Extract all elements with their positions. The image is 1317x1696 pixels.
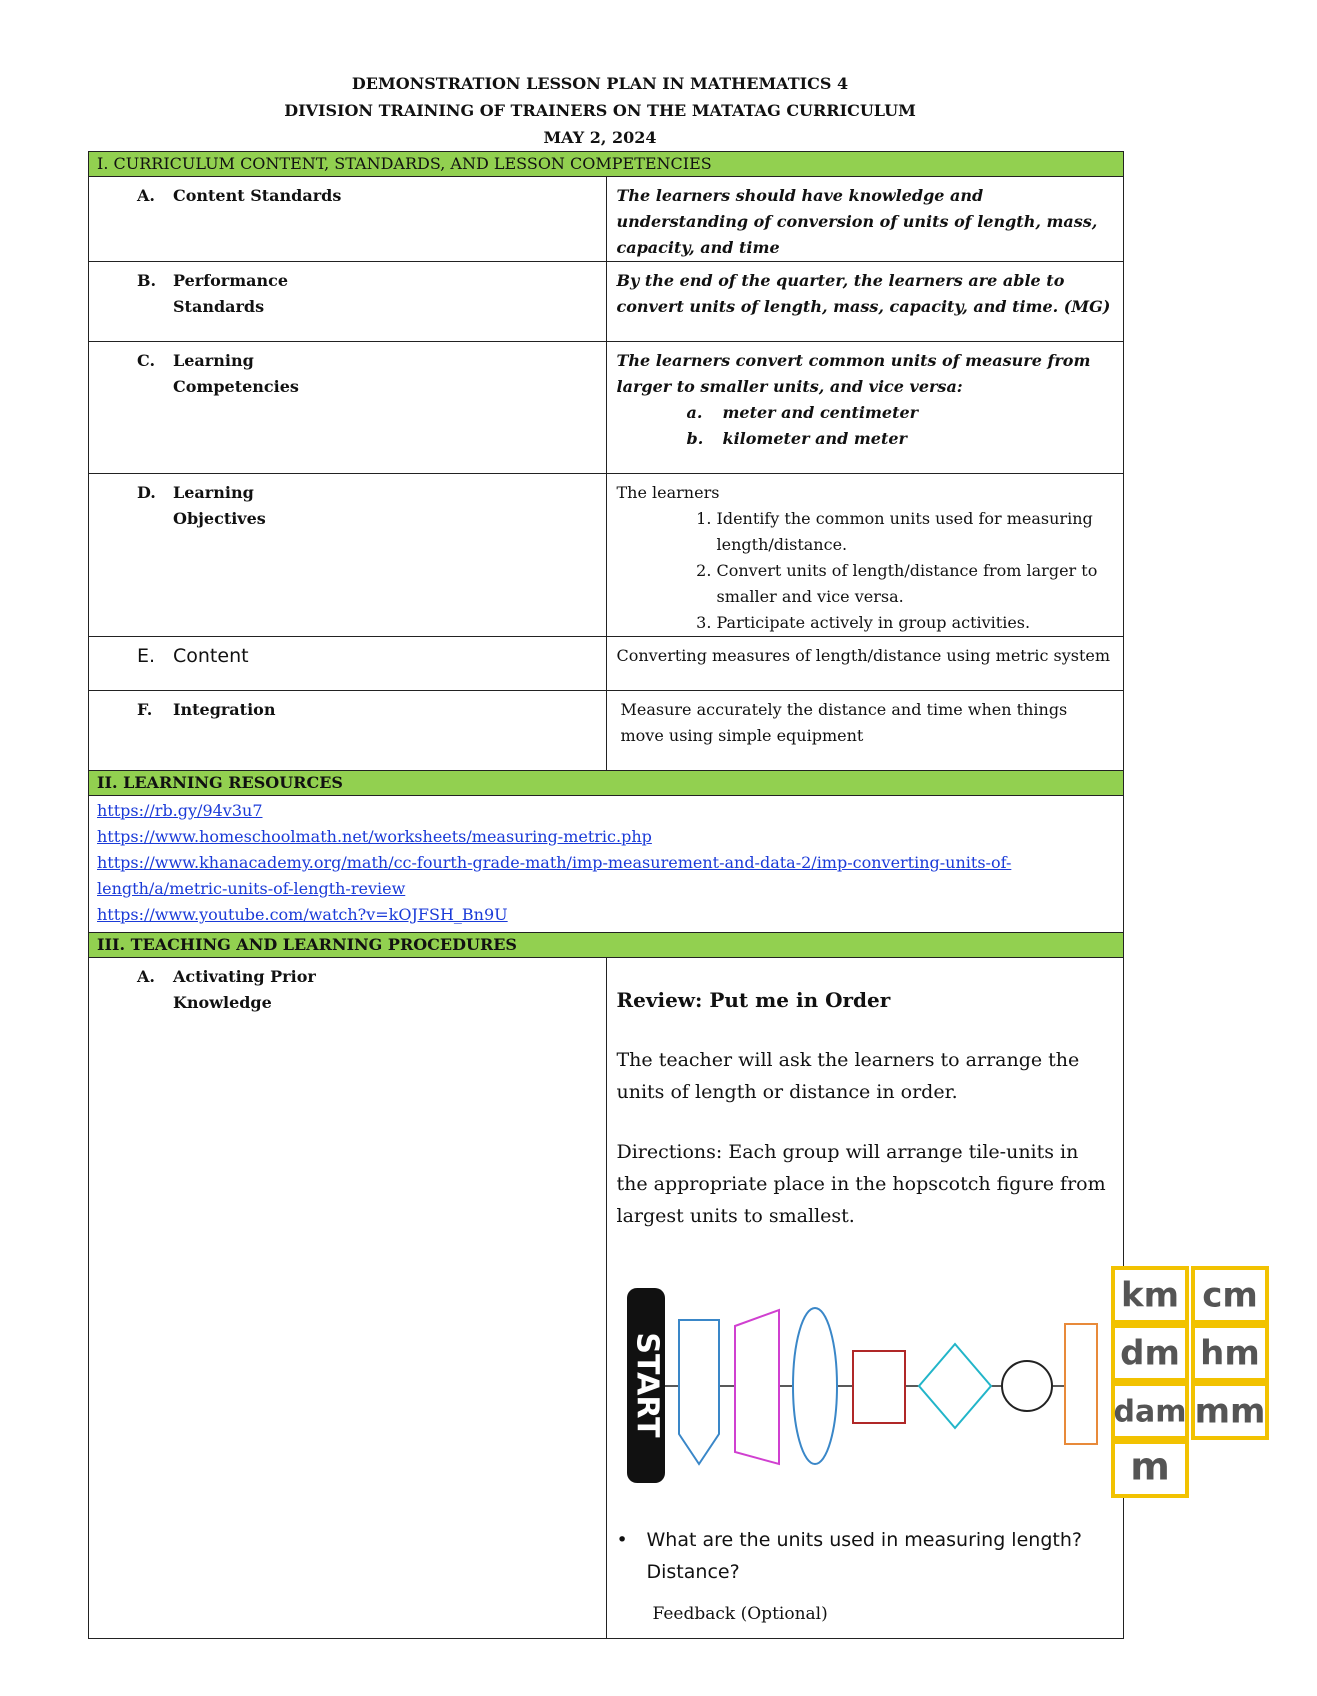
- unit-tile-label: dam: [1113, 1394, 1186, 1430]
- bullet-icon: •: [616, 1529, 628, 1551]
- integration-value: Measure accurately the distance and time when things move using simple equipment: [606, 691, 1124, 771]
- unit-tile-label: km: [1120, 1275, 1179, 1316]
- objective-item: 1. Identify the common units used for measuring length/distance.: [717, 506, 1114, 558]
- objective-item: 3. Participate actively in group activities.: [717, 610, 1114, 636]
- resource-link[interactable]: https://www.youtube.com/watch?v=kOJFSH_Bn9U: [97, 905, 508, 924]
- performance-standards-label: B. Performance Standards: [89, 262, 607, 342]
- unit-tile-label: m: [1129, 1444, 1170, 1489]
- section-procedures-header: III. TEACHING AND LEARNING PROCEDURES: [89, 933, 1124, 958]
- pentagon-slot: [679, 1320, 719, 1464]
- unit-tile-label: dm: [1119, 1333, 1180, 1374]
- circle-slot: [1002, 1361, 1052, 1411]
- objective-item: 2. Convert units of length/distance from larger to smaller and vice versa.: [717, 558, 1114, 610]
- unit-tile-label: hm: [1199, 1333, 1260, 1374]
- trapezoid-slot: [735, 1310, 779, 1464]
- question-bullet: • What are the units used in measuring length? Distance?: [617, 1524, 1114, 1588]
- lesson-plan-table: [88, 151, 1265, 1639]
- content-label: E. Content: [89, 637, 607, 691]
- activating-prior-knowledge-label: A. Activating Prior Knowledge: [89, 958, 607, 1639]
- square-slot: [853, 1351, 905, 1423]
- learning-resources-links: [89, 796, 1124, 933]
- header-subtitle: DIVISION TRAINING OF TRAINERS ON THE MATATAG CURRICULUM: [284, 101, 916, 120]
- competency-item: a. meter and centimeter: [686, 403, 919, 422]
- ellipse-slot: [793, 1308, 837, 1464]
- content-standards-value: The learners should have knowledge and understanding of conversion of units of length, mass, capacity, and time: [606, 177, 1124, 262]
- header-title: DEMONSTRATION LESSON PLAN IN MATHEMATICS 4: [351, 74, 849, 93]
- activating-prior-knowledge-value: [606, 958, 1265, 1639]
- hopscotch-figure: [617, 1256, 1317, 1516]
- header-date: MAY 2, 2024: [543, 128, 657, 147]
- learning-competencies-label: C. Learning Competencies: [89, 342, 607, 474]
- section-curriculum-header: I. CURRICULUM CONTENT, STANDARDS, AND LESSON COMPETENCIES: [89, 152, 1124, 177]
- rectangle-slot: [1065, 1324, 1097, 1444]
- performance-standards-value: By the end of the quarter, the learners are able to convert units of length, mass, capacity, and time. (MG): [606, 262, 1124, 342]
- resource-link[interactable]: https://www.homeschoolmath.net/worksheets/measuring-metric.php: [97, 827, 652, 846]
- integration-label: F. Integration: [89, 691, 607, 771]
- review-title: Review: Put me in Order: [616, 988, 891, 1012]
- unit-tile-label: cm: [1201, 1275, 1258, 1316]
- start-label: START: [629, 1332, 664, 1438]
- unit-tile-label: mm: [1194, 1391, 1265, 1432]
- activity-directions: Directions: Each group will arrange tile-units in the appropriate place in the hopscotch figure from largest units to smallest.: [616, 1141, 1106, 1227]
- learning-competencies-value: The learners convert common units of measure from larger to smaller units, and vice versa: a. meter and centimeter b. kilometer and meter: [606, 342, 1124, 474]
- activity-description: The teacher will ask the learners to arrange the units of length or distance in order.: [616, 1049, 1080, 1103]
- feedback-note: Feedback (Optional): [652, 1604, 828, 1624]
- learning-objectives-value: The learners 1. Identify the common units used for measuring length/distance. 2. Convert units of length/distance from larger to smaller and vice versa. 3. Participate actively in group activities.: [606, 474, 1124, 637]
- competency-item: b. kilometer and meter: [686, 429, 907, 448]
- diamond-slot: [919, 1344, 991, 1428]
- document-header: [0, 70, 1200, 151]
- resource-link[interactable]: https://rb.gy/94v3u7: [97, 801, 263, 820]
- content-value: Converting measures of length/distance using metric system: [606, 637, 1124, 691]
- learning-objectives-label: D. Learning Objectives: [89, 474, 607, 637]
- content-standards-label: A. Content Standards: [89, 177, 607, 262]
- resource-link[interactable]: https://www.khanacademy.org/math/cc-fourth-grade-math/imp-measurement-and-data-2/imp-converting-units-of-length/a/metric-units-of-length-review: [97, 853, 1012, 898]
- section-learning-resources-header: II. LEARNING RESOURCES: [89, 771, 1124, 796]
